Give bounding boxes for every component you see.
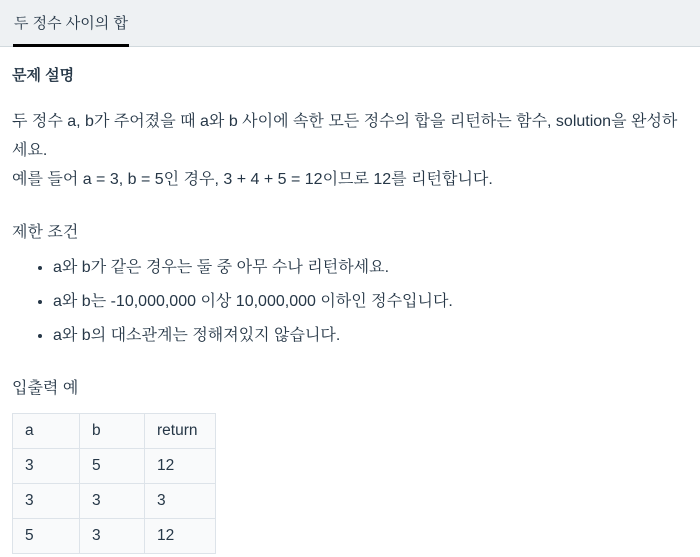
description-paragraph-1: 두 정수 a, b가 주어졌을 때 a와 b 사이에 속한 모든 정수의 합을 리턴하는 함수, solution을 완성하세요. bbox=[12, 113, 678, 159]
table-cell: 5 bbox=[13, 519, 80, 554]
table-cell: 3 bbox=[13, 449, 80, 484]
problem-content bbox=[0, 47, 700, 554]
examples-table-head bbox=[13, 414, 216, 449]
table-header-return: return bbox=[145, 414, 216, 449]
constraint-item: • a와 b의 대소관계는 정해져있지 않습니다. bbox=[53, 325, 688, 346]
constraints-heading: 제한 조건 bbox=[12, 224, 79, 241]
description-heading: 문제 설명 bbox=[12, 67, 75, 84]
examples-table bbox=[12, 413, 216, 554]
table-header-row bbox=[13, 414, 216, 449]
table-header-a: a bbox=[13, 414, 80, 449]
table-cell: 12 bbox=[145, 519, 216, 554]
constraint-item: • a와 b가 같은 경우는 둘 중 아무 수나 리턴하세요. bbox=[53, 257, 688, 278]
constraints-list bbox=[12, 257, 688, 346]
table-cell: 3 bbox=[80, 484, 145, 519]
table-cell: 12 bbox=[145, 449, 216, 484]
table-row bbox=[13, 449, 216, 484]
description-paragraph-2: 예를 들어 a = 3, b = 5인 경우, 3 + 4 + 5 = 12이므로 12를 리턴합니다. bbox=[12, 171, 493, 188]
table-cell: 5 bbox=[80, 449, 145, 484]
table-cell: 3 bbox=[145, 484, 216, 519]
problem-title: 두 정수 사이의 합 bbox=[14, 14, 128, 32]
table-row bbox=[13, 519, 216, 554]
examples-heading: 입출력 예 bbox=[12, 380, 79, 397]
tab-problem-title[interactable] bbox=[13, 0, 129, 47]
table-cell: 3 bbox=[13, 484, 80, 519]
problem-tab-bar bbox=[0, 0, 700, 47]
table-cell: 3 bbox=[80, 519, 145, 554]
constraint-item: • a와 b는 -10,000,000 이상 10,000,000 이하인 정수입니다. bbox=[53, 291, 688, 312]
description-text bbox=[12, 107, 688, 194]
table-header-b: b bbox=[80, 414, 145, 449]
table-row bbox=[13, 484, 216, 519]
examples-table-body bbox=[13, 449, 216, 554]
